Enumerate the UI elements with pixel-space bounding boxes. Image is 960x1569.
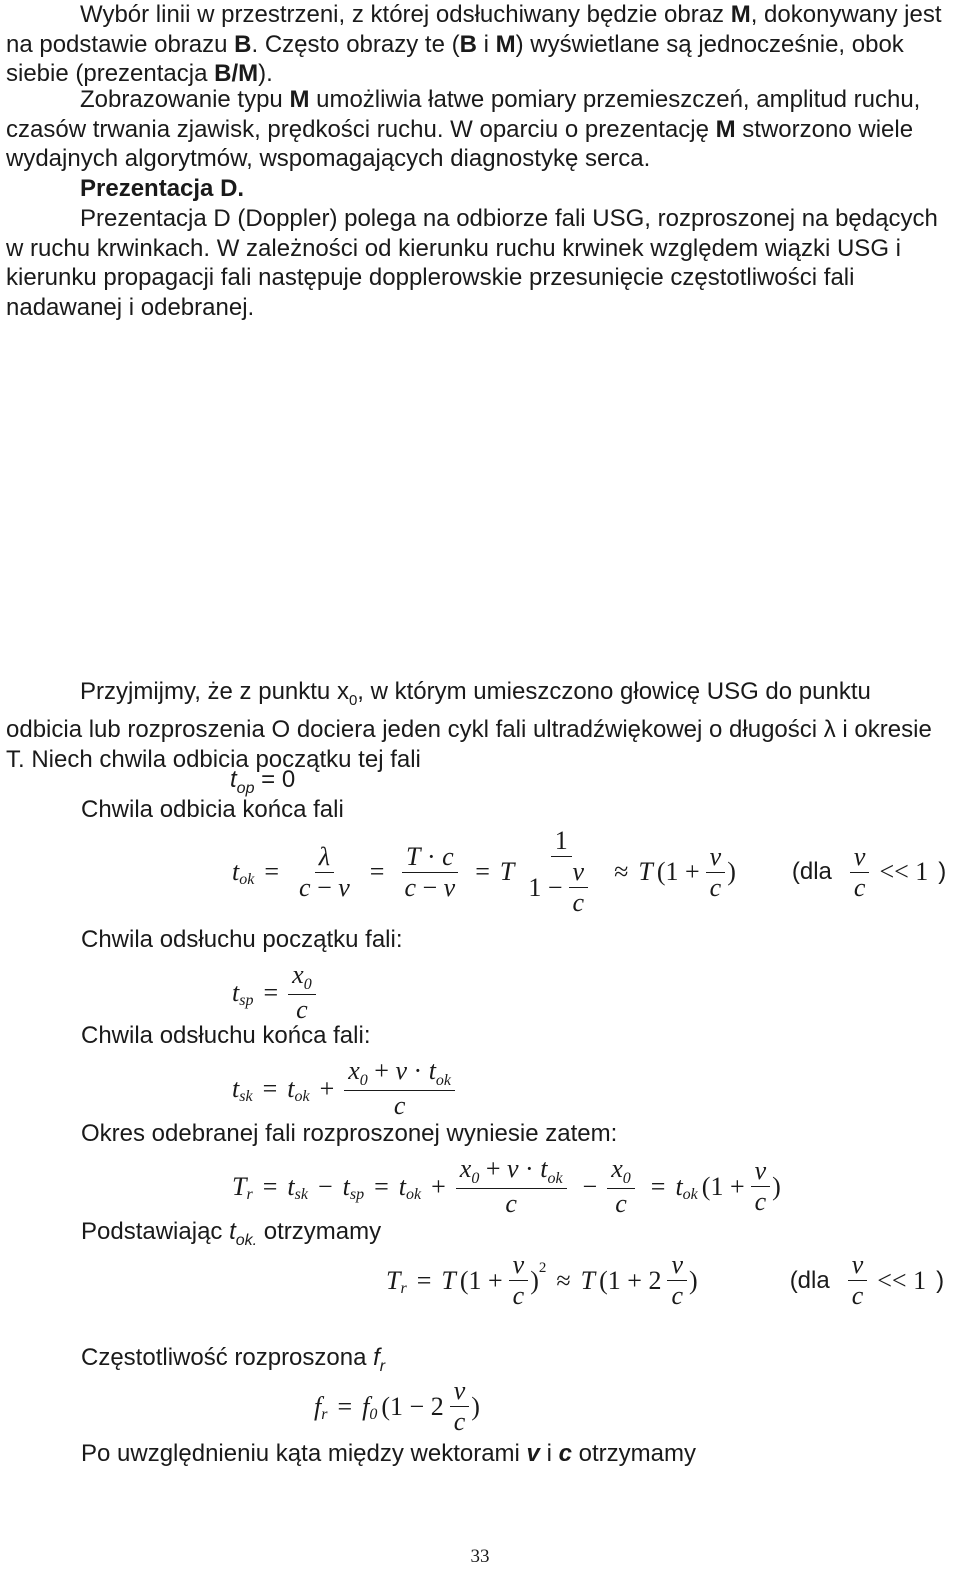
label-substitute: Podstawiając $t_{ok.}$ otrzymamy xyxy=(81,1218,382,1249)
label-frequency: Częstotliwość rozproszona $f_r$ xyxy=(81,1344,386,1375)
equation-t-sk: t sk = t ok + $\frac{x_0 + v \cdot t_{ok}}{c}$ xyxy=(232,1056,461,1121)
equation-f-r: f r = f 0 (1 − 2 $\frac{v}{c}$ ) xyxy=(314,1376,480,1436)
equation-t-sp: t sp = $\frac{x_0}{c}$ xyxy=(232,960,322,1025)
label-start-listen: Chwila odsłuchu początku fali: xyxy=(81,926,403,953)
label-end-listen: Chwila odsłuchu końca fali: xyxy=(81,1022,371,1049)
equation-t-ok: t ok = $\frac{\lambda}{c - v}$ = $\frac{T \cdot c}{c - v}$ = T 1 1 − $\frac{v}{c}$ ≈ T (1 + $\frac{v}{c}$ ) (dla $\frac{v}{c}$ << 1 ) xyxy=(232,826,947,917)
t-op-line: $t_{op} = 0$ xyxy=(230,766,296,797)
page-number: 33 xyxy=(470,1546,490,1567)
paragraph-doppler: Prezentacja D (Doppler) polega na odbiorze fali USG, rozproszonej na będących w ruchu krwinkach. W zależności od kierunku ruchu krwinek względem wiązki USG i kierunku propagacji fali następuje dopplerowskie przesunięcie częstotliwości fali nadawanej i odebranej. xyxy=(6,205,938,321)
equation-t-r-approx: T r = T (1 + $\frac{v}{c}$ ) 2 ≈ T (1 + 2 $\frac{v}{c}$ ) (dla $\frac{v}{c}$ << 1 ) xyxy=(386,1250,945,1310)
section-heading: Prezentacja D. xyxy=(80,175,245,202)
paragraph-m-mode-uses: Zobrazowanie typu M umożliwia łatwe pomiary przemieszczeń, amplitud ruchu, czasów trwania zjawisk, prędkości ruchu. W oparciu o prezentację M stworzono wiele wydajnych algorytmów, wspomagających diagnostykę serca. xyxy=(6,86,921,173)
equation-t-r: T r = t sk − t sp = t ok + $\frac{x_0 + v \cdot t_{ok}}{c}$ − $\frac{x_0}{c}$ = t ok (1 + $\frac{v}{c}$ ) xyxy=(232,1154,781,1218)
label-angle: Po uwzględnieniu kąta między wektorami v i c otrzymamy xyxy=(81,1440,696,1467)
label-end-reflection: Chwila odbicia końca fali xyxy=(81,796,344,823)
paragraph-m-mode-selection: Wybór linii w przestrzeni, z której odsłuchiwany będzie obraz M, dokonywany jest na podstawie obrazu B. Często obrazy te (B i M) wyświetlane są jednocześnie, obok siebie (prezentacja B/M). xyxy=(6,1,942,88)
label-period: Okres odebranej fali rozproszonej wyniesie zatem: xyxy=(81,1120,618,1147)
paragraph-assumption: Przyjmijmy, że z punktu $x_0$, w którym umieszczono głowicę USG do punktu odbicia lub rozproszenia O dociera jeden cykl fali ultradźwiękowej o długości λ i okresie T. Niech chwila odbicia początku tej fali xyxy=(6,678,932,773)
